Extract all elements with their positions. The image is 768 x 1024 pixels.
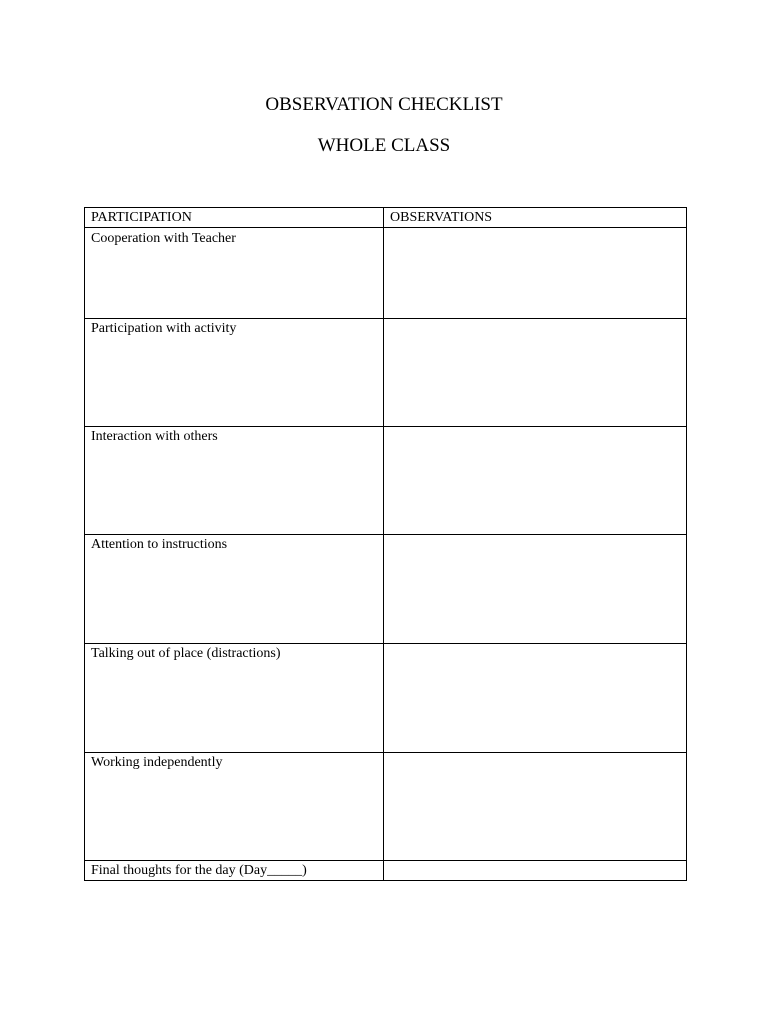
table-row [85, 228, 687, 319]
observation-cell[interactable] [384, 535, 687, 644]
page-subtitle: WHOLE CLASS [317, 135, 451, 156]
criterion-cell: Attention to instructions [85, 535, 384, 644]
observation-cell[interactable] [384, 319, 687, 427]
table-row [85, 427, 687, 535]
table-row [85, 535, 687, 644]
observation-table [84, 207, 687, 881]
criterion-cell: Cooperation with Teacher [85, 228, 384, 319]
table-row [85, 753, 687, 861]
page-title: OBSERVATION CHECKLIST [265, 94, 503, 115]
table-row [85, 644, 687, 753]
final-thoughts-row [85, 861, 687, 881]
final-thoughts-label: Final thoughts for the day (Day_____) [85, 861, 384, 881]
observation-cell[interactable] [384, 644, 687, 753]
criterion-cell: Talking out of place (distractions) [85, 644, 384, 753]
column-header-observations: OBSERVATIONS [384, 208, 687, 228]
criterion-cell: Interaction with others [85, 427, 384, 535]
table-header-row [85, 208, 687, 228]
observation-cell[interactable] [384, 753, 687, 861]
criterion-cell: Working independently [85, 753, 384, 861]
table-row [85, 319, 687, 427]
criterion-cell: Participation with activity [85, 319, 384, 427]
column-header-participation: PARTICIPATION [85, 208, 384, 228]
observation-cell[interactable] [384, 427, 687, 535]
final-thoughts-cell[interactable] [384, 861, 687, 881]
observation-cell[interactable] [384, 228, 687, 319]
